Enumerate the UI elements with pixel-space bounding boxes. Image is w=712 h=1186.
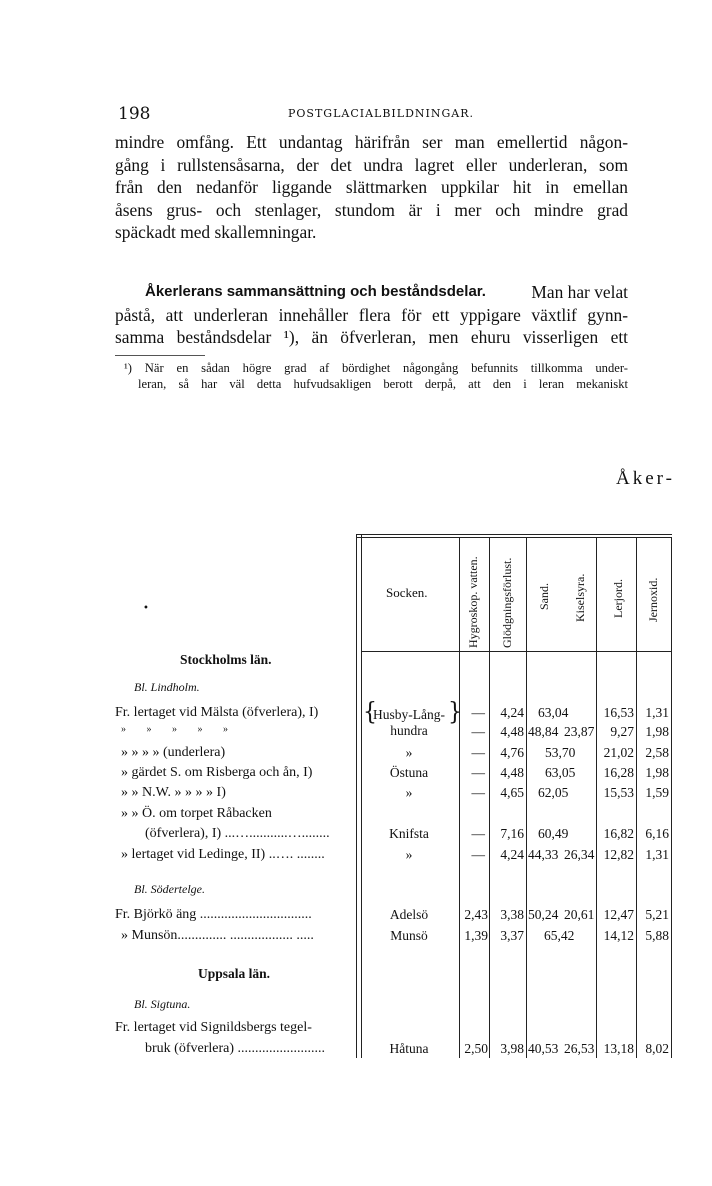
- page-number: 198: [118, 104, 151, 124]
- cell-sand: 44,33: [528, 847, 559, 862]
- section-bl: Bl. Södertelge.: [134, 882, 205, 896]
- cell-ler: 16,53: [603, 705, 634, 720]
- cell-jern: 1,98: [645, 765, 669, 780]
- cell-sand: 62,05: [538, 785, 569, 800]
- cell-glod: 4,76: [500, 745, 524, 760]
- column-header-glodning: Glödgningsförlust.: [500, 557, 514, 648]
- cell-ler: 16,28: [603, 765, 634, 780]
- table-top-rule: [356, 537, 672, 538]
- cell-jern: 5,88: [645, 928, 669, 943]
- cell-socken: Knifsta: [389, 826, 429, 841]
- cell-ler: 15,53: [603, 785, 634, 800]
- cell-glod: 7,16: [500, 826, 524, 841]
- cell-glod: 4,65: [500, 785, 524, 800]
- cell-hygro: —: [471, 745, 485, 760]
- section-paragraph: [115, 281, 628, 349]
- row-label: Fr. Björkö äng ................................: [115, 907, 312, 922]
- table-top-rule: [356, 534, 672, 535]
- cell-glod: 4,48: [500, 765, 524, 780]
- cell-kisel: 26,53: [564, 1041, 595, 1056]
- table-rule: [489, 537, 490, 1058]
- text-line: från den nedanför liggande slättmarken uppkilar hit in emellan: [115, 177, 628, 197]
- cell-hygro: —: [471, 785, 485, 800]
- cell-hygro: —: [471, 765, 485, 780]
- table-rule: [526, 537, 527, 1058]
- running-head: POSTGLACIALBILDNINGAR.: [288, 107, 474, 120]
- column-header-kiselsyra: Kiselsyra.: [573, 573, 587, 622]
- cell-sand: 48,84: [528, 724, 559, 739]
- cell-glod: 3,38: [500, 907, 524, 922]
- table-rule: [356, 534, 357, 1058]
- cell-hygro: —: [471, 826, 485, 841]
- table-title: Åker-: [616, 468, 675, 489]
- row-label: » » Ö. om torpet Råbacken: [121, 806, 272, 821]
- cell-glod: 4,24: [500, 847, 524, 862]
- row-label: » » » » (underlera): [121, 745, 226, 760]
- table-rule: [636, 537, 637, 1058]
- cell-hygro: —: [471, 705, 485, 720]
- cell-socken: »: [405, 785, 413, 800]
- cell-socken: Husby-Lång-: [373, 707, 445, 722]
- section-lan: Stockholms län.: [180, 652, 272, 667]
- text-line: gång i rullstensåsarna, der det undra lagret eller underleran, som: [115, 154, 628, 175]
- cell-sand: 60,49: [538, 826, 569, 841]
- column-header-lerjord: Lerjord.: [611, 579, 625, 618]
- row-label: bruk (öfverlera) .........................: [145, 1041, 326, 1056]
- column-header-sand: Sand.: [537, 583, 551, 610]
- text-line: åsens grus- och stenlager, stundom är i mer och mindre grad: [115, 199, 628, 220]
- table-rule: [459, 537, 460, 1058]
- cell-jern: 1,98: [645, 724, 669, 739]
- cell-hygro: 2,50: [464, 1041, 488, 1056]
- cell-socken: Östuna: [389, 765, 429, 780]
- cell-socken: Adelsö: [389, 907, 429, 922]
- cell-socken: Håtuna: [389, 1041, 429, 1056]
- row-label: » » N.W. » » » » I): [121, 785, 226, 800]
- cell-glod: 3,37: [500, 928, 524, 943]
- cell-sand: 65,42: [544, 928, 575, 943]
- cell-jern: 6,16: [645, 826, 669, 841]
- footnote: [124, 360, 628, 392]
- cell-glod: 3,98: [500, 1041, 524, 1056]
- row-label: » lertaget vid Ledinge, II) ..…. ........: [121, 847, 325, 862]
- cell-glod: 4,24: [500, 705, 524, 720]
- text-fragment: Man har velat: [531, 282, 628, 302]
- text-line: mindre omfång. Ett undantag härifrån ser man emellertid någon-: [115, 132, 628, 152]
- brace-right: }: [448, 698, 462, 727]
- intro-paragraph: [115, 131, 628, 244]
- cell-sand: 63,05: [545, 765, 576, 780]
- footnote-line: ¹) När en sådan högre grad af bördighet någongång befunnits tillkomma under-: [124, 361, 628, 375]
- row-label: (öfverlera), I) ...…...........…........: [145, 826, 330, 841]
- cell-hygro: —: [471, 847, 485, 862]
- cell-ler: 16,82: [603, 826, 634, 841]
- table-header-rule: [361, 651, 672, 652]
- cell-socken: Munsö: [390, 928, 428, 943]
- footnote-line: leran, så har väl detta hufvudsakligen berott derpå, att den i leran mekaniskt: [138, 377, 628, 391]
- text-line: [115, 281, 628, 304]
- cell-kisel: 26,34: [564, 847, 595, 862]
- cell-sand: 63,04: [538, 705, 569, 720]
- cell-ler: 21,02: [603, 745, 634, 760]
- cell-socken: »: [405, 847, 413, 862]
- section-lan: Uppsala län.: [198, 966, 271, 981]
- stray-dot: •: [143, 603, 149, 614]
- row-label: Fr. lertaget vid Signildsbergs tegel-: [115, 1020, 312, 1035]
- row-label: » Munsön.............. .................. .....: [121, 928, 314, 943]
- footnote-rule: [115, 355, 205, 356]
- cell-ler: 9,27: [610, 724, 634, 739]
- section-bl: Bl. Sigtuna.: [134, 997, 191, 1011]
- column-header-socken: Socken.: [386, 585, 428, 600]
- cell-ler: 13,18: [603, 1041, 634, 1056]
- cell-sand: 53,70: [545, 745, 576, 760]
- cell-ler: 12,47: [603, 907, 634, 922]
- text-line: späckadt med skallemningar.: [115, 222, 317, 242]
- text-line: samma beståndsdelar ¹), än öfverleran, men ehuru visserligen ett: [115, 327, 628, 347]
- table-rule: [596, 537, 597, 1058]
- section-heading: Åkerlerans sammansättning och beståndsdelar.: [145, 283, 486, 300]
- cell-socken: hundra: [390, 723, 428, 738]
- cell-jern: 5,21: [645, 907, 669, 922]
- cell-sand: 40,53: [528, 1041, 559, 1056]
- row-label: » » » » »: [121, 724, 228, 735]
- cell-kisel: 20,61: [564, 907, 595, 922]
- row-label: Fr. lertaget vid Mälsta (öfverlera), I): [115, 705, 319, 720]
- column-header-hygroskop: Hygroskop. vatten.: [466, 556, 480, 648]
- cell-jern: 1,31: [645, 847, 669, 862]
- column-header-jernoxid: Jernoxid.: [646, 577, 660, 622]
- cell-jern: 1,59: [645, 785, 669, 800]
- cell-hygro: 1,39: [464, 928, 488, 943]
- cell-kisel: 23,87: [564, 724, 595, 739]
- brace-left: {: [363, 698, 377, 727]
- cell-ler: 12,82: [603, 847, 634, 862]
- cell-jern: 1,31: [645, 705, 669, 720]
- cell-hygro: 2,43: [464, 907, 488, 922]
- cell-glod: 4,48: [500, 724, 524, 739]
- cell-hygro: —: [471, 724, 485, 739]
- cell-sand: 50,24: [528, 907, 559, 922]
- cell-jern: 8,02: [645, 1041, 669, 1056]
- cell-ler: 14,12: [603, 928, 634, 943]
- section-bl: Bl. Lindholm.: [134, 680, 200, 694]
- table-rule: [671, 537, 672, 1058]
- cell-socken: »: [405, 745, 413, 760]
- row-label: » gärdet S. om Risberga och ån, I): [121, 765, 313, 780]
- text-line: påstå, att underleran innehåller flera för ett yppigare växtlif gynn-: [115, 304, 628, 325]
- cell-jern: 2,58: [645, 745, 669, 760]
